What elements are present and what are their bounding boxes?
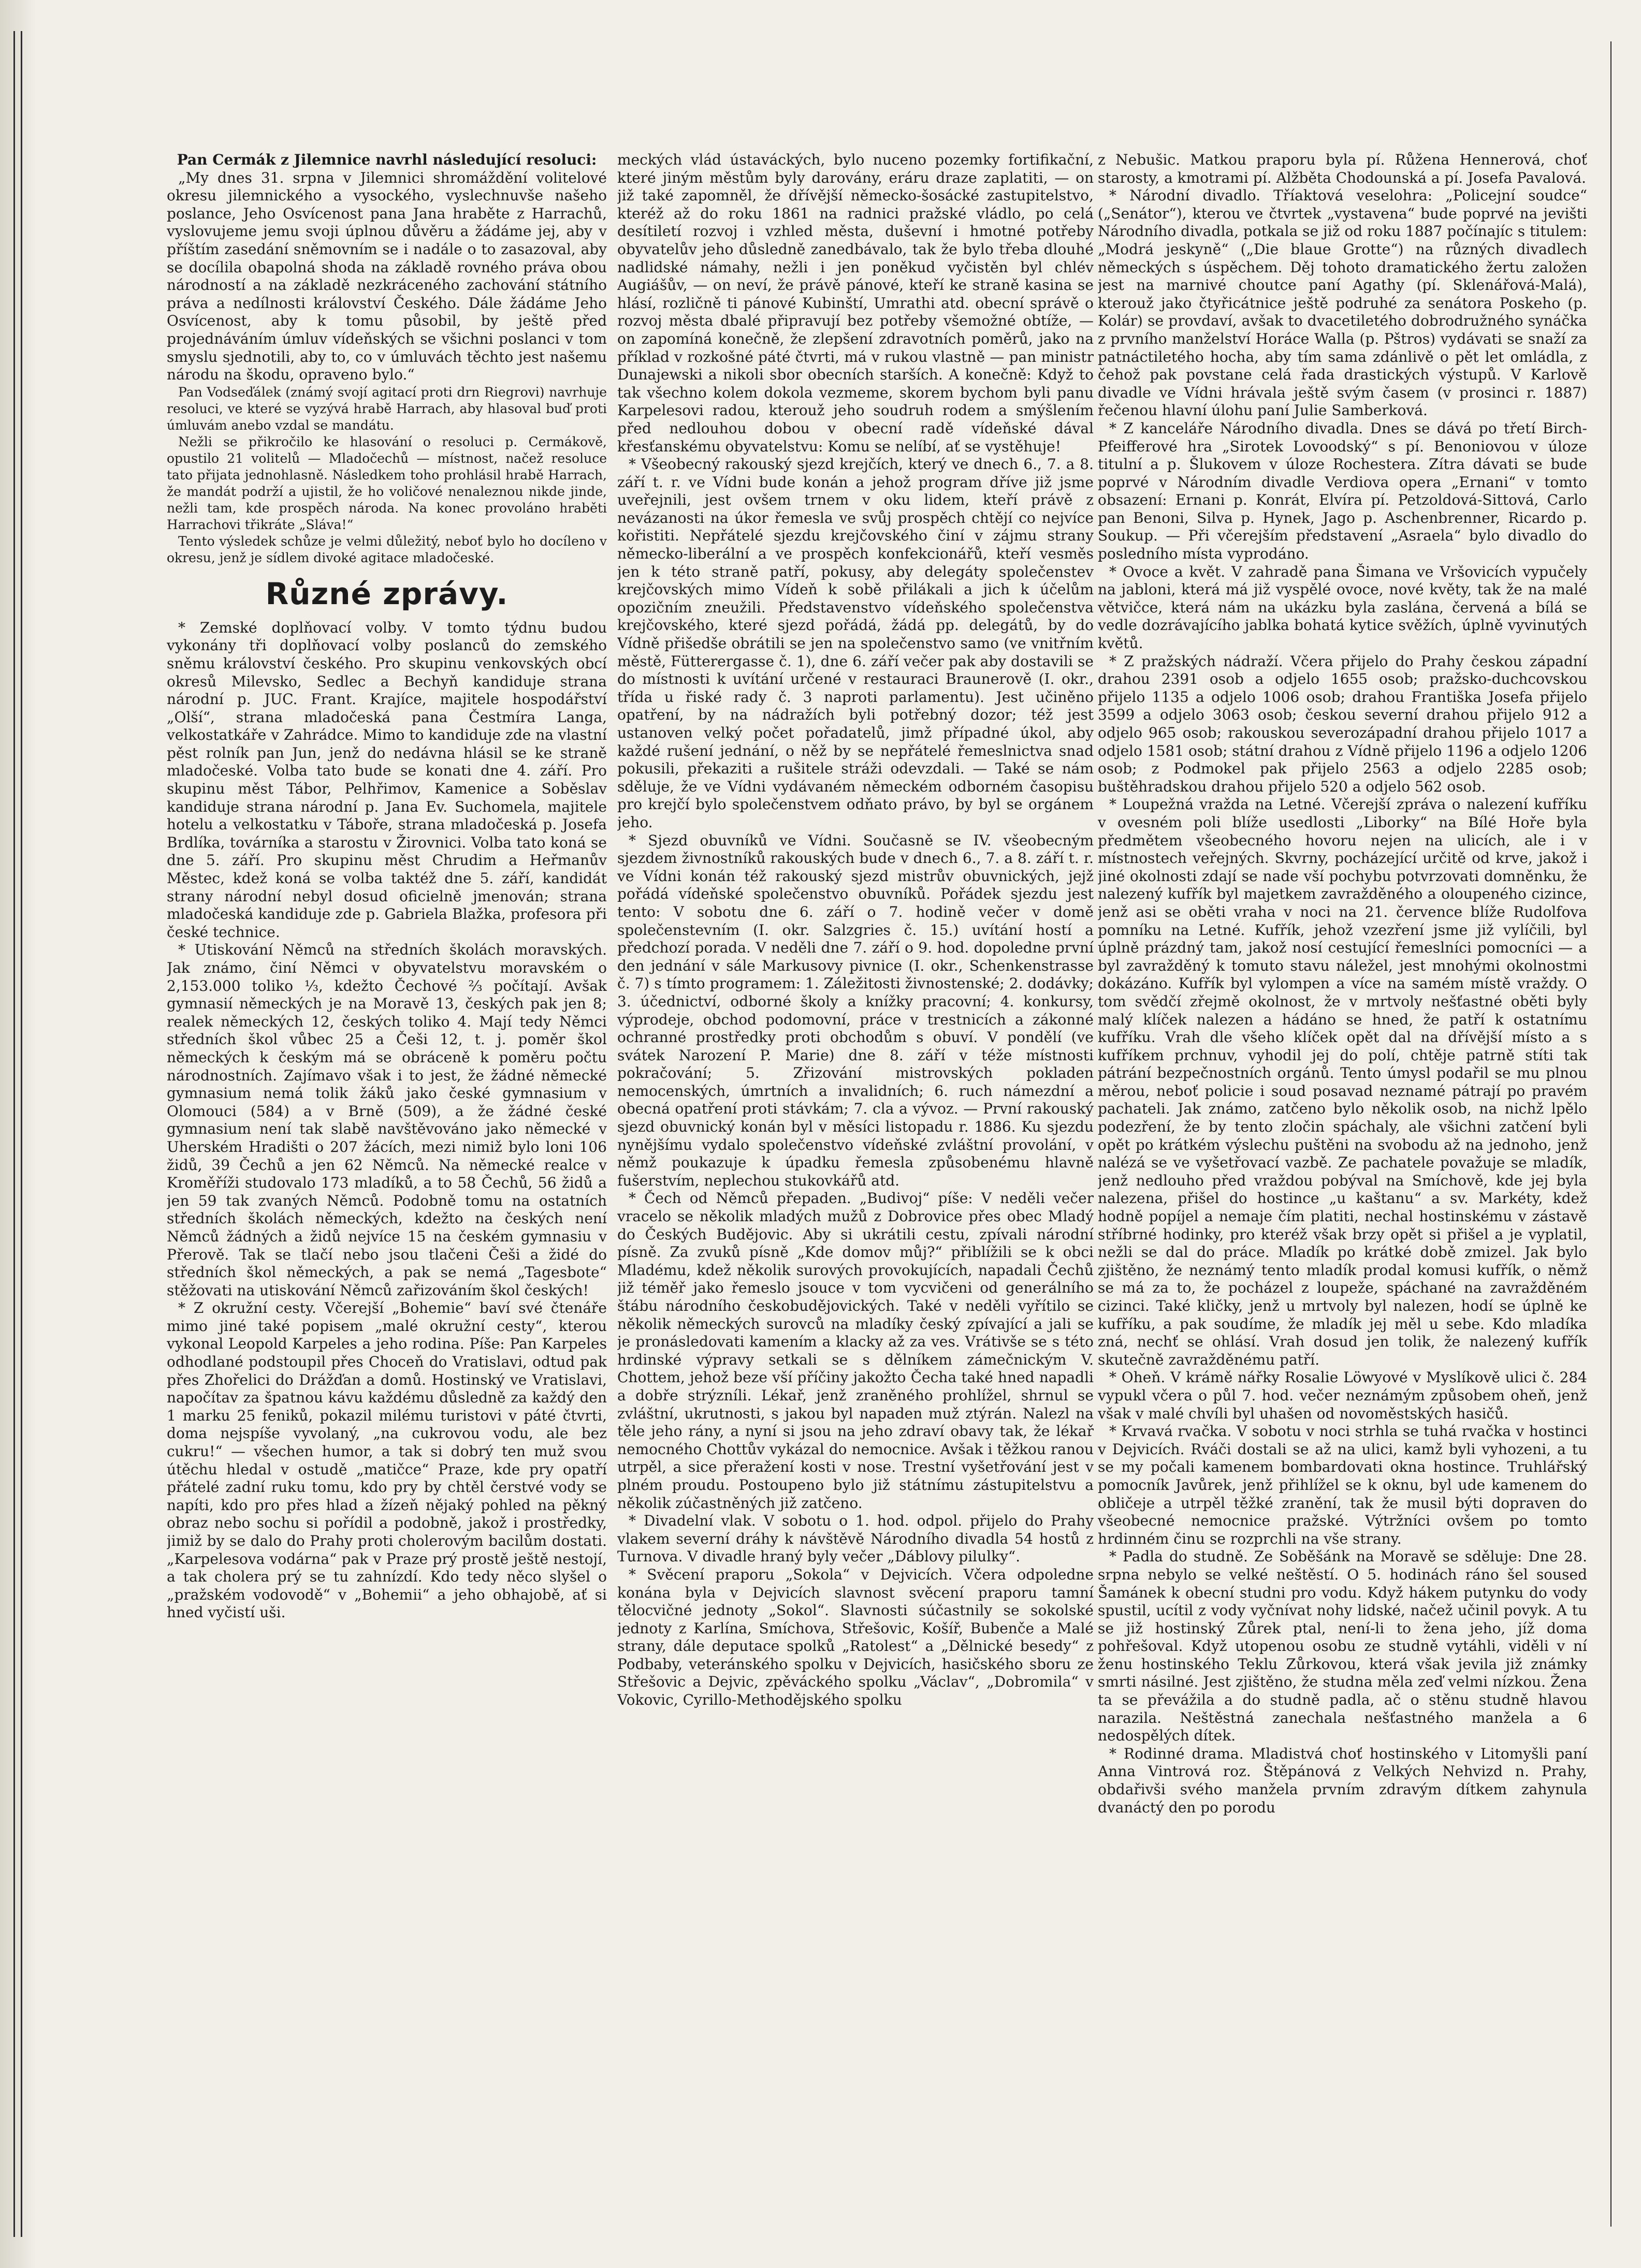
column-3: [1098, 151, 1587, 2243]
news-item: z Nebušic. Matkou praporu byla pí. Růžena Hennerová, choť starosty, a kmotrami pí. Alžběta Chodounská a pí. Josefa Pavalová.: [1098, 151, 1587, 186]
column-2: [617, 151, 1094, 2243]
news-item: * Svěcení praporu „Sokola“ v Dejvicích. Včera odpoledne konána byla v Dejvicích slavnost svěcení praporu tamní tělocvičné jednoty „Sokol“. Slavnosti súčastnily se sokolské jednoty z Karlína, Smíchova, Střešovic, Košíř, Bubenče a Malé strany, dále deputace spolků „Ratolest“ a „Dělnické besedy“ z Podbaby, veteránského spolku v Dejvicích, hasičského sboru ze Střešovic a Dejvic, zpěváckého spolku „Václav“, „Dobromila“ v Vokovic, Cyrillo-Methodějského spolku: [617, 1565, 1094, 1709]
column-1: [167, 151, 607, 2243]
news-item: * Ovoce a květ. V zahradě pana Šimana ve Vršovicích vypučely na jabloni, která má již vyspělé ovoce, nové květy, tak že na malé větvičce, která nám na ukázku byla zaslána, červená a bílá se vedle dozrávajícího jablka bohatá kytice svěžích, úplně vyvinutých květů.: [1098, 563, 1587, 652]
news-item: * Z kanceláře Národního divadla. Dnes se dává po třetí Birch-Pfeifferové hra „Sirotek Lovoodský“ s pí. Benoniovou v úloze titulní a p. Šlukovem v úloze Rochestera. Zítra dávati se bude poprvé v Národním divadle Verdiova opera „Ernani“ v tomto obsazení: Ernani p. Konrát, Elvíra pí. Petzoldová-Sittová, Carlo pan Benoni, Silva p. Hynek, Jago p. Aschenbrenner, Ricardo p. Soukup. — Při včerejším představení „Asraela“ bylo divadlo do posledního místa vyprodáno.: [1098, 419, 1587, 563]
news-item: * Sjezd obuvníků ve Vídni. Současně se IV. všeobecným sjezdem živnostníků rakouských bude v dnech 6., 7. a 8. září t. r. ve Vídni konán též rakouský sjezd mistrův obuvnických, jejž pořádá vídeňské společenstvo obuvníků. Pořádek sjezdu jest tento: V sobotu dne 6. září o 7. hodině večer v domě společenstevním (I. okr. Salzgries č. 15.) uvítání hostí a předchozí porada. V neděli dne 7. září o 9. hod. dopoledne první den jednání v sále Markusovy pivnice (I. okr., Schenkenstrasse č. 7) s tímto programem: 1. Záležitosti živnostenské; 2. dodávky; 3. účednictví, odborné školy a knížky pracovní; 4. konkursy, výprodeje, obchod podomovní, práce v trestnicích a zákonné ochranné prostředky proti obchodům s obuví. V pondělí (ve svátek Narození P. Marie) dne 8. září v téže místnosti pokračování; 5. Zřizování mistrovských pokladen nemocenských, úmrtních a invalidních; 6. ruch námezdní a obecná opatření proti stávkám; 7. cla a vývoz. — První rakouský sjezd obuvnický konán byl v měsíci listopadu r. 1886. Ku sjezdu nynějšímu vydalo společenstvo vídeňské zvláštní provolání, v němž poukazuje k úpadku řemesla způsobenému hlavně fušerstvím, neplechou stukovkářů atd.: [617, 831, 1094, 1189]
news-item: * Národní divadlo. Tříaktová veselohra: „Policejní soudce“ („Senátor“), kterou ve čtvrtek „vystavena“ bude poprvé na jevišti Národního divadla, potkala se již od roku 1887 počínajíc s titulem: „Modrá jeskyně“ („Die blaue Grotte“) na různých divadlech německých s úspěchem. Děj tohoto dramatického žertu založen jest na marnivé choutce paní Agathy (pí. Sklenářová-Malá), kterouž jako čtyřicátnice ještě podruhé za senátora Poskeho (p. Kolár) se provdaví, avšak to dvacetiletého dobrodružného synáčka z prvního manželství Horáce Walla (p. Pštros) vydávati se snaží za patnáctiletého hocha, aby tím sama zdánlivě o pět let omládla, z čehož pak povstane celá řada drastických výstupů. V Karlově divadle ve Vídni hrávala ještě svým časem (v prosinci r. 1887) řečenou hlavní úlohu paní Julie Samberková.: [1098, 187, 1587, 419]
news-item: * Padla do studně. Ze Soběšánk na Moravě se sděluje: Dne 28. srpna nebylo se velké neštěstí. O 5. hodinách ráno šel soused Šamánek k obecní studni pro vodu. Když hákem putynku do vody spustil, ucítil z vody vyčnívat nohy lidské, načež učinil povyk. A tu se již hostinský Zůrek ptal, není-li to žena jeho, jíž doma pohřešoval. Když utopenou osobu ze studně vytáhli, viděli v ní ženu hostinského Teklu Zůrkovou, která však jevila již známky smrti násilné. Jest zjištěno, že studna měla zeď velmi nízkou. Žena ta se převážila a do studně padla, ač o stěnu studně hlavou narazila. Neštěstná zanechala nešťastného manžela a 6 nedospělých dítek.: [1098, 1548, 1587, 1745]
binding-rule: [13, 31, 15, 2237]
resolution-intro: Pan Cermák z Jilemnice navrhl následující resoluci:: [177, 151, 597, 168]
article-paragraph: Pan Vodseďálek (známý svojí agitací proti drn Riegrovi) navrhuje resoluci, ve které se vyzývá hrabě Harrach, aby hlasoval buď proti úmluvám anebo vzdal se mandátu.: [167, 384, 607, 433]
news-item: * Krvavá rvačka. V sobotu v noci strhla se tuhá rvačka v hostinci v Dejvicích. Rváči dostali se až na ulici, kamž byli vyhozeni, a tu se my počali kamenem bombardovati okna hostince. Truhlářský pomocník Javůrek, jenž přihlížel se k oknu, byl ude kamenem do obličeje a utrpěl těžké zranění, tak že musil býti dopraven do všeobecné nemocnice pražské. Výtržníci ovšem po tomto hrdinném činu se rozprchli na vše strany.: [1098, 1423, 1587, 1547]
news-item: * Oheň. V krámě nářky Rosalie Löwyové v Myslíkově ulici č. 284 vypukl včera o půl 7. hod. večer neznámým způsobem oheň, jenž však v malé chvíli byl uhašen od novoměstských hasičů.: [1098, 1369, 1587, 1422]
page-binding-edge: [0, 0, 36, 2268]
section-heading: Různé zprávy.: [265, 576, 509, 611]
news-item: * Utiskování Němců na středních školách moravských. Jak známo, činí Němci v obyvatelstvu moravském o 2,153.000 toliko ⅓, kdežto Čechové ⅔ počítají. Avšak gymnasií německých je na Moravě 13, českých pak jen 8; realek německých 12, českých toliko 4. Mají tedy Němci středních škol vůbec 25 a Češi 12, t. j. poměr škol německých k českým má se obráceně k poměru počtu národnostních. Zajímavo však i to jest, že žádné německé gymnasium nemá tolik žáků jako české gymnasium v Olomouci (584) a v Brně (509), a že žádné české gymnasium není tak slabě navštěvováno jako německé v Uherském Hradišti o 207 žácích, mezi nimiž bylo loni 106 židů, 39 Čechů a jen 62 Němců. Na německé realce v Kroměříži studovalo 173 mladíků, a to 58 Čechů, 56 židů a jen 59 tak zvaných Němců. Podobně tomu na ostatních středních školách německých, kdežto na českých není Němců žádných a židů nejvíce 15 na českém gymnasiu v Přerově. Tak se tlačí nebo jsou tlačeni Češi a židé do středních škol německých, a pak se nemá „Tagesbote“ stěžovati na utiskování Němců zařizováním škol českých!: [167, 941, 607, 1299]
article-paragraph: Tento výsledek schůze je velmi důležitý, neboť bylo ho docíleno v okresu, jenž je sídlem divoké agitace mladočeské.: [167, 533, 607, 565]
news-item: * Rodinné drama. Mladistvá choť hostinského v Litomyšli paní Anna Vintrová roz. Štěpánová z Velkých Nehvizd n. Prahy, obdařivši svého manžela prvním zdravým dítkem zahynula dvanáctý den po porodu: [1098, 1745, 1587, 1816]
news-item: * Divadelní vlak. V sobotu o 1. hod. odpol. přijelo do Prahy vlakem severní dráhy k návštěvě Národního divadla 54 hostů z Turnova. V divadle hraný byly večer „Dáblovy pilulky“.: [617, 1512, 1094, 1565]
news-item: * Z pražských nádraží. Včera přijelo do Prahy českou západní drahou 2391 osob a odjelo 1655 osob; pražsko-duchcovskou přijelo 1135 a odjelo 1006 osob; drahou Františka Josefa přijelo 3599 a odjelo 3063 osob; českou severní drahou přijelo 912 a odjelo 965 osob; rakouskou severozápadní drahou přijelo 1017 a odjelo 1581 osob; státní drahou z Vídně přijelo 1196 a odjelo 1206 osob; z Podmokel pak přijelo 2563 a odjelo 2285 osob; buštěhradskou drahou přijelo 520 a odjelo 562 osob.: [1098, 652, 1587, 795]
binding-rule: [21, 31, 22, 2237]
news-item: * Loupežná vražda na Letné. Včerejší zpráva o nalezení kufříku v ovesném poli blíže usedlosti „Liborky“ na Bílé Hoře byla předmětem všeobecného hovoru nejen na ulicích, ale i v místnostech veřejných. Skvrny, pocházející určitě od krve, jakož i jiné okolnosti zdají se nade vší pochybu potvrzovati domněnku, že nalezený kufřík byl majetkem zavražděného a oloupeného cizince, jenž asi se oběti vraha v noci na 21. července blíže Rudolfova pomníku na Letné. Kufřík, jehož vzezření jsme již vylíčili, byl úplně prázdný tam, jakož nosí cestující řemeslníci pomocníci — a byl zavražděný k tomuto stavu náležel, jest mnohými okolnostmi dokázáno. Kufřík byl vylompen a více na samém místě vraždy. O tom svědčí zřejmě okolnost, že v mrtvoly nešťastné oběti byly malý klíček nalezen a hádáno se hned, že patří k ostatnímu kufříku. Vrah dle všeho klíček opět dal na dřívější místo a s kufříkem prchnuv, vyhodil jej do polí, chtěje patrně stíti tak pátrání bezpečnostních orgánů. Tento úmysl podařil se mu plnou měrou, neboť policie i soud posavad neznamé pátrají po pravém pachateli. Jak známo, zatčeno bylo několik osob, na nichž lpělo podezření, že by tento zločin spáchaly, ale všichni zatčení byli opět po krátkém výslechu puštěni na svobodu až na jednoho, jenž nalézá se ve vyšetřovací vazbě. Ze pachatele považuje se mladík, jenž nedlouho před vraždou pobýval na Smíchově, kde jej byla nalezena, přišel do hostince „u kaštanu“ a sv. Markéty, kdež hodně popíjel a nemaje čím platiti, nechal hostinskému v zástavě stříbrné hodinky, pro kteréž však brzy opět si přišel a je vyplatil, nežli se dal do práce. Mladík po krátké době zmizel. Jak bylo zjištěno, že neznámý tento mladík prodal komusi kufřík, o němž se má za to, že pocházel z loupeže, spáchané na zavražděném cizinci. Také kličky, jenž u mrtvoly byl nalezen, hodí se úplně ke kufříku, a pak soudíme, že mladík jej měl u sebe. Kdo mladíka zná, nechť se ohlásí. Vrah dosud jen tolik, že nalezený kufřík skutečně zavražděnému patří.: [1098, 796, 1587, 1368]
news-item: * Zemské doplňovací volby. V tomto týdnu budou vykonány tři doplňovací volby poslanců do zemského sněmu království českého. Pro skupinu venkovských obcí okresů Milevsko, Sedlec a Bechyň kandiduje strana národní p. JUC. Frant. Krajíce, majitele hospodářství „Olší“, strana mladočeská pana Čestmíra Langa, velkostatkáře v Zahrádce. Mimo to kandiduje zde na vlastní pěst rolník pan Jun, jenž do nedávna hlásil se ke straně mladočeské. Volba tato bude se konati dne 4. září. Pro skupinu měst Tábor, Pelhřimov, Kamenice a Soběslav kandiduje strana národní p. Jana Ev. Suchomela, majitele hotelu a velkostatku v Táboře, strana mladočeská p. Josefa Brdlíka, továrníka a starostu v Žirovnici. Volba tato koná se dne 5. září. Pro skupinu měst Chrudim a Heřmanův Městec, kdež koná se volba taktéž dne 5. září, kandidát strany národní nebyl dosud oficielně jmenován; strana mladočeská kandiduje zde p. Gabriela Blažka, profesora při české technice.: [167, 619, 607, 941]
news-item: * Čech od Němců přepaden. „Budivoj“ píše: V neděli večer vracelo se několik mladých mužů z Dobrovice přes obec Mladý do Českých Budějovic. Aby si ukrátili cestu, zpívali národní písně. Za zvuků písně „Kde domov můj?“ přiblížili se k obci Mladému, kdež několik surových provokujících, napadali Čechů již téměř jako řemeslo jsouce v tom vycvičeni od generálního štábu národního českobudějovických. Také v neděli vyřítilo se několik německých surovců na mladíky český zpívající a jali se je pronásledovati kamením a klacky až za ves. Vrátivše se s této hrdinské výpravy setkali se s dělníkem zámečnickým V. Chottem, jehož beze vší příčiny jakožto Čecha také hned napadli a dobře strýzníli. Lékař, jenž zraněného prohlížel, shrnul se zvláštní, ukrutnosti, s jakou byl napaden muž ztýrán. Nalezl na těle jeho rány, a nyní si jsou na jeho zdraví obavy tak, že lékař nemocného Chottův vykázal do nemocnice. Avšak i těžkou ranou utrpěl, a sice přeražení kosti v nose. Trestní vyšetřování jest v plném proudu. Postoupeno bylo již státnímu zástupitelstvu a několik zúčastněných již zatčeno.: [617, 1190, 1094, 1512]
article-paragraph: Nežli se přikročilo ke hlasování o resoluci p. Cermákově, opustilo 21 volitelů — Mladočechů — místnost, načež resoluce tato přijata jednohlasně. Následkem toho prohlásil hrabě Harrach, že mandát podrží a ujistil, že ho voličové nenaleznou nikde jinde, nežli tam, kde prospěch národa. Na konec provoláno hraběti Harrachovi třikráte „Sláva!“: [167, 434, 607, 532]
resolution-text: „My dnes 31. srpna v Jilemnici shromáždění volitelové okresu jilemnického a vysockého, vyslechnuvše našeho poslance, Jeho Osvícenost pana Jana hraběte z Harrachů, vyslovujeme jemu svoji úplnou důvěru a žádáme jej, aby v příštím zasedání sněmovním se i nadále o to zasazoval, aby se docílila obapolná shoda na základě rovného práva obou národností a na základě nezkráceného zachování státního práva a nedílnosti království Českého. Dále žádáme Jeho Osvícenost, aby k tomu působil, by ještě před projednáváním úmluv vídeňských se všichni poslanci v tom smyslu sjednotili, aby to, co v úmluvách těchto jest našemu národu na škodu, opraveno bylo.“: [167, 169, 607, 384]
news-item: * Všeobecný rakouský sjezd krejčích, který ve dnech 6., 7. a 8. září t. r. ve Vídni bude konán a jehož program dříve již jsme uveřejnili, jest ovšem trnem v oku lidem, kteří právě z nevázanosti na úkor řemesla ve svůj prospěch chtějí co nejvíce kořistiti. Nepřátelé sjezdu krejčovského činí v zájmu strany německo-liberální a ve prospěch konfekcionářů, kteří vesměs jen k této straně patří, pokusy, aby delegáty společenstev krejčovských mimo Vídeň k sobě přilákali a jich k účelům opozičním zneužili. Představenstvo vídeňského společenstva krejčovského, které sjezd pořádá, žádá pp. delegátů, by do Vídně přišedše obrátili se jen na společenstvo samo (ve vnitřním městě, Fütterergasse č. 1), dne 6. září večer pak aby dostavili se do místnosti k uvítání určené v restauraci Braunerově (I. okr., třída u řiské rady č. 3 naproti parlamentu). Jest učiněno opatření, by na nádražích byli potřebný dozor; též jest ustanoven velký počet pořadatelů, jimž případné úkol, aby každé rušení jednání, o něž by se nepřátelé řemeslnictva snad pokusili, překaziti a rušitele stráži odevzdali. — Také se nám sděluje, že ve Vídni vydávaném německém odborném časopisu pro krejčí bylo společenstvem odňato právo, by byl se orgánem jeho.: [617, 456, 1094, 831]
right-edge-rule: [1610, 41, 1611, 2227]
news-item: * Z okružní cesty. Včerejší „Bohemie“ baví své čtenáře mimo jiné také popisem „malé okružní cesty“, kterou vykonal Leopold Karpeles a jeho rodina. Píše: Pan Karpeles odhodlané podstoupil přes Choceň do Vratislavi, odtud pak přes Zhořelici do Drážďan a domů. Hostinský ve Vratislavi, napočítav za špatnou kávu každému důsledně za každý den 1 marku 25 feniků, pokazil milému turistovi v páté čtvrti, doma nejspíše vyvolaný, „na cukrovou vodu, ale bez cukru!“ — všechen humor, a tak si dobrý ten muž svou útěchu hledal v ostudě „matičce“ Praze, kde pry opatří přátelé zadní ruku tomu, kdo pry by chtěl čerstvé vody se napíti, kdo pro přes hlad a žízeň nějaký pohled na pěkný obraz nebo sochu si pořídil a podobně, jakož i prostředky, jimiž by se dalo do Prahy proti cholerovým bacilům dostati. „Karpelesova vodárna“ pak v Praze prý prostě ještě nestojí, a tak cholera prý se tu zahnízdí. Kdo tedy něco slyšel o „pražském vodovodě“ v „Bohemii“ a jeho obhajobě, ať si hned vyčistí uši.: [167, 1299, 607, 1621]
news-item: meckých vlád ústaváckých, bylo nuceno pozemky fortifikační, které jiným městům byly darovány, eráru draze zaplatiti, — on již také zapomněl, že dřívější německo-šosácké zastupitelstvo, kteréž až do roku 1861 na radnici pražské vládlo, po celá desítiletí rozvoj i vzhled města, duševní i hmotné potřeby obyvatelův jeho důsledně zanedbávalo, tak že bylo třeba dlouhé nadlidské námahy, nežli i jen poněkud vyčistěn byl chlév Augiášův, — on neví, že právě pánové, kteří ke straně kasina se hlásí, rozličně ti pánové Kubinští, Umrathi atd. obecní správě o rozvoj města dbalé připravují bez potřeby všemožné obtíže, — on zapomíná konečně, že zlepšení zdravotních poměrů, jako na příklad v rozkošné páté čtvrti, má v rukou vlastně — pan ministr Dunajewski a nikoli sbor obecních starších. A konečně: Když to tak všechno kolem dokola vezmeme, skorem bychom byli panu Karpelesovi radou, kterouž jeho soudruh rodem a smýšlením před nedlouhou dobou v obecní radě vídeňské dával křesťanskému obyvatelstvu: Komu se nelíbí, ať se vystěhuje!: [617, 151, 1094, 455]
